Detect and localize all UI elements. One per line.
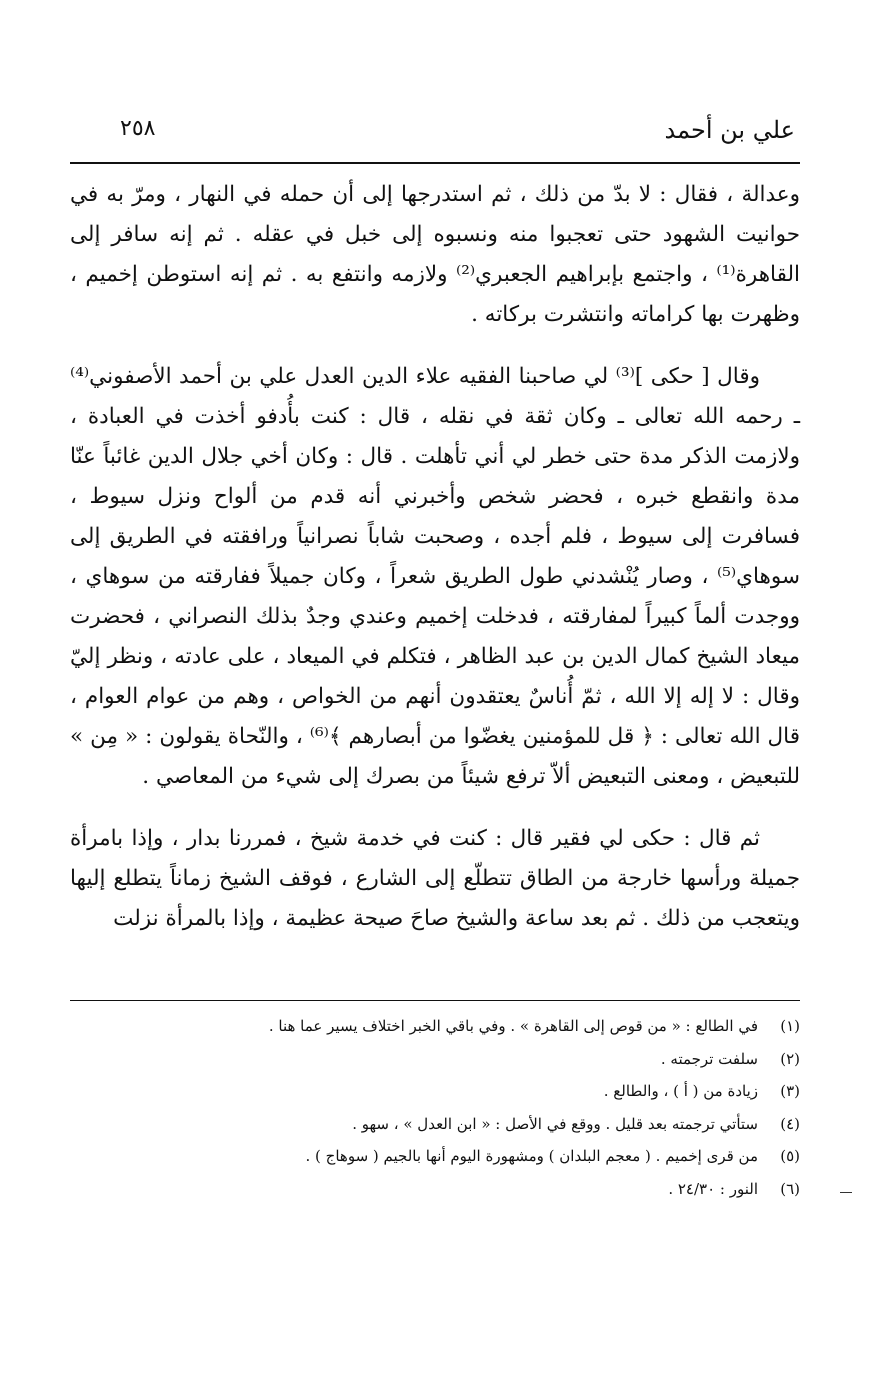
footnote-number: (٤)	[780, 1114, 800, 1133]
footnote-text: في الطالع : « من قوص إلى القاهرة » . وفي باقي الخبر اختلاف يسير عما هنا .	[268, 1017, 758, 1035]
footnotes	[70, 1010, 800, 1205]
footnote-text: النور : ٢٤/٣٠ .	[668, 1179, 758, 1198]
paragraph: ثم قال : حكى لي فقير قال : كنت في خدمة شيخ ، فمررنا بدار ، وإذا بامرأة جميلة ورأسها خارجة من الطاق تتطلّع إلى الشارع ، فوقف الشيخ زماناً يتطلع إليها ويتعجب من ذلك . ثم بعد ساعة والشيخ صاحَ صيحة عظيمة ، وإذا بالمرأة نزلت	[70, 826, 800, 931]
footnote-text: سلفت ترجمته .	[660, 1049, 758, 1068]
running-title: علي بن أحمد	[664, 116, 795, 144]
footnote	[70, 1010, 800, 1043]
page-header	[70, 112, 800, 152]
footnote-number: (٥)	[780, 1147, 800, 1165]
footnote	[70, 1108, 800, 1141]
footnote-separator	[70, 1000, 800, 1001]
page-number: ٢٥٨	[120, 116, 156, 141]
footnote-number: (٢)	[780, 1049, 800, 1068]
footnote	[70, 1043, 800, 1076]
book-page	[70, 100, 800, 1260]
paragraph: وعدالة ، فقال : لا بدّ من ذلك ، ثم استدرجها إلى أن حمله في النهار ، ومرّ به في حوانيت الشهود حتى تعجبوا منه ونسبوه إلى خبل في عقله . ثم إنه سافر إلى القاهرة⁽¹⁾ ، واجتمع بإبراهيم الجعبري⁽²⁾ ولازمه وانتفع به . ثم إنه استوطن إخميم ، وظهرت بها كراماته وانتشرت بركاته .	[70, 182, 800, 327]
footnote-number: (٣)	[780, 1082, 800, 1100]
footnote-text: ستأتي ترجمته بعد قليل . ووقع في الأصل : « ابن العدل » ، سهو .	[352, 1114, 758, 1133]
footnote	[70, 1140, 800, 1173]
footnote-number: (١)	[780, 1017, 800, 1035]
footnote-number: (٦)	[780, 1179, 800, 1198]
body-text	[70, 175, 800, 961]
paragraph: وقال [ حكى ]⁽³⁾ لي صاحبنا الفقيه علاء الدين العدل علي بن أحمد الأصفوني⁽⁴⁾ ـ رحمه الله تعالى ـ وكان ثقة في نقله ، قال : كنت بأُدفو أخذت في العبادة ، ولازمت الذكر مدة حتى خطر لي أني تأهلت . قال : وكان أخي جلال الدين غائباً عنّا مدة وانقطع خبره ، فحضر شخص وأخبرني أنه قدم من ألواح ونزل سيوط ، فسافرت إلى سيوط ، فلم أجده ، وصحبت شاباً نصرانياً ورافقته في الطريق إلى سوهاي⁽⁵⁾ ، وصار يُنْشدني طول الطريق شعراً ، وكان جميلاً ففارقته من سوهاي ، ووجدت ألماً كبيراً لمفارقته ، فدخلت إخميم وعندي وجدٌ بذلك النصراني ، فحضرت ميعاد الشيخ كمال الدين بن عبد الظاهر ، فتكلم في الميعاد ، على عادته ، ونظر إليّ وقال : لا إله إلا الله ، ثمّ أُناسٌ يعتقدون أنهم من الخواص ، وهم من عوام العوام ، قال الله تعالى : ﴿ قل للمؤمنين يغضّوا من أبصارهم ﴾⁽⁶⁾ ، والنّحاة يقولون : « مِن » للتبعيض ، ومعنى التبعيض ألاّ ترفع شيئاً من بصرك إلى شيء من المعاصي .	[70, 364, 800, 789]
footnote	[70, 1173, 800, 1206]
header-rule	[70, 162, 800, 164]
margin-mark	[840, 1192, 852, 1193]
footnote	[70, 1075, 800, 1108]
footnote-text: من قرى إخميم . ( معجم البلدان ) ومشهورة اليوم أنها بالجيم ( سوهاج ) .	[305, 1147, 758, 1165]
footnote-text: زيادة من ( أ ) ، والطالع .	[603, 1082, 758, 1100]
